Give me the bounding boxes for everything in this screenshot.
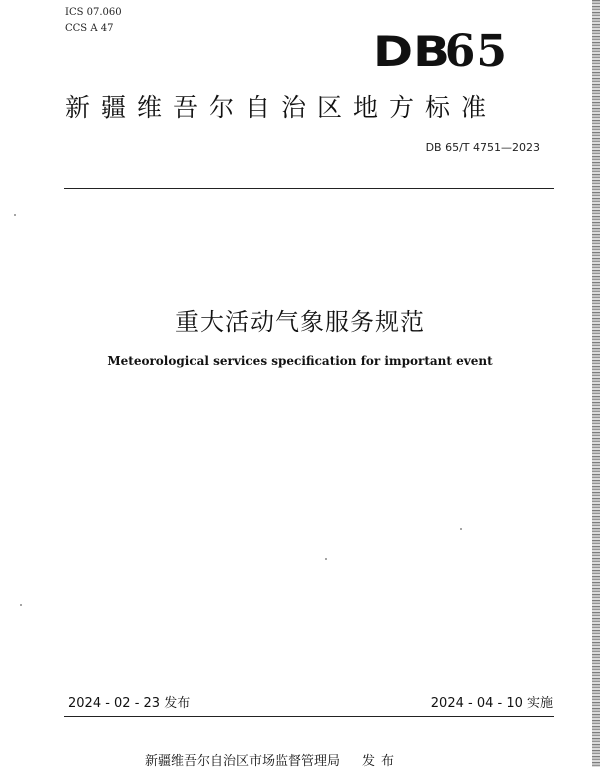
footer-divider bbox=[64, 716, 554, 717]
implement-date: 2024 - 04 - 10 实施 bbox=[430, 696, 553, 711]
issuer-name: 新疆维吾尔自治区市场监督管理局 bbox=[145, 754, 341, 769]
issuer-action: 发布 bbox=[362, 754, 401, 769]
scan-speck bbox=[14, 214, 16, 216]
standard-type: 新疆维吾尔自治区地方标准 bbox=[65, 93, 498, 122]
logo-db-text: DB bbox=[372, 27, 450, 76]
title-english: Meteorological services specification for important event bbox=[107, 354, 493, 368]
ccs-code: CCS A 47 bbox=[65, 23, 114, 34]
scan-speck bbox=[460, 528, 462, 530]
scan-speck bbox=[20, 604, 22, 606]
publish-date: 2024 - 02 - 23 发布 bbox=[68, 696, 191, 711]
issuer bbox=[145, 750, 400, 769]
header-divider bbox=[64, 188, 554, 189]
db65-logo bbox=[372, 26, 508, 77]
title-chinese: 重大活动气象服务规范 bbox=[175, 308, 425, 336]
standard-number: DB 65/T 4751—2023 bbox=[425, 141, 540, 154]
classification-codes bbox=[65, 5, 122, 37]
scan-speck bbox=[325, 558, 327, 560]
scan-edge bbox=[592, 0, 600, 767]
logo-number: 65 bbox=[444, 26, 508, 77]
ics-code: ICS 07.060 bbox=[65, 7, 122, 18]
